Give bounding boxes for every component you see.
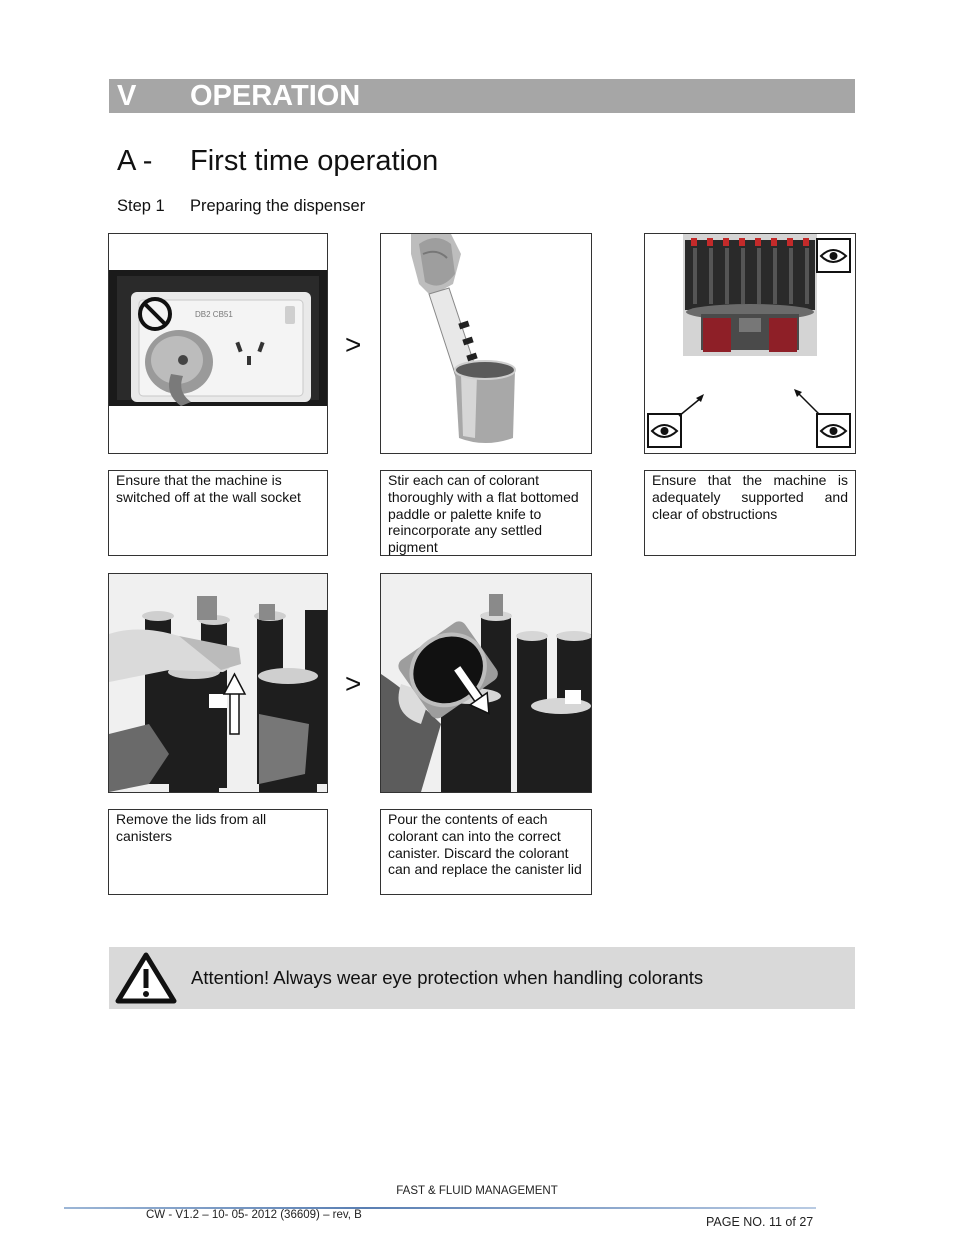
section-number: V: [117, 80, 137, 112]
step-separator-1: >: [345, 329, 362, 360]
image-wall-socket: [108, 233, 328, 454]
caption-stir-colorant: Stir each can of colorant thoroughly with a flat bottomed paddle or palette knife to reincorporate any settled pigment: [380, 470, 592, 556]
image-stir-colorant: [380, 233, 592, 454]
caption-remove-lids: Remove the lids from all canisters: [108, 809, 328, 895]
step-label: Step 1: [117, 197, 165, 215]
eye-icon: [817, 239, 850, 272]
attention-message: Attention! Always wear eye protection when handling colorants: [191, 967, 704, 988]
caption-machine-supported: Ensure that the machine is adequately supported and clear of obstructions: [644, 470, 856, 556]
socket-label: DB2 CB51: [195, 310, 233, 319]
warning-icon: [115, 952, 177, 1004]
subsection-label: A -: [117, 145, 153, 177]
subsection-title: First time operation: [190, 145, 439, 177]
caption-switch-off: Ensure that the machine is switched off at the wall socket: [108, 470, 328, 556]
attention-box: [109, 947, 855, 1009]
image-dispenser-support: [644, 233, 856, 454]
image-pour-colorant: [380, 573, 592, 793]
arrow-up-icon: [230, 692, 239, 734]
image-remove-lids: [108, 573, 328, 793]
eye-icon: [817, 414, 850, 447]
caption-pour-colorant: Pour the contents of each colorant can into the correct canister. Discard the colorant can and replace the canister lid: [380, 809, 592, 895]
section-title: OPERATION: [190, 80, 361, 112]
arrow-icon: [797, 392, 819, 414]
step-title: Preparing the dispenser: [190, 197, 366, 215]
footer-revision: CW - V1.2 – 10- 05- 2012 (36609) – rev, B: [146, 1209, 362, 1221]
footer-company: FAST & FLUID MANAGEMENT: [396, 1185, 558, 1197]
footer-page-number: PAGE NO. 11 of 27: [706, 1215, 814, 1229]
arrow-icon: [679, 398, 701, 416]
step-separator-2: >: [345, 668, 362, 699]
eye-icon: [648, 414, 681, 447]
section-header: [109, 79, 855, 113]
